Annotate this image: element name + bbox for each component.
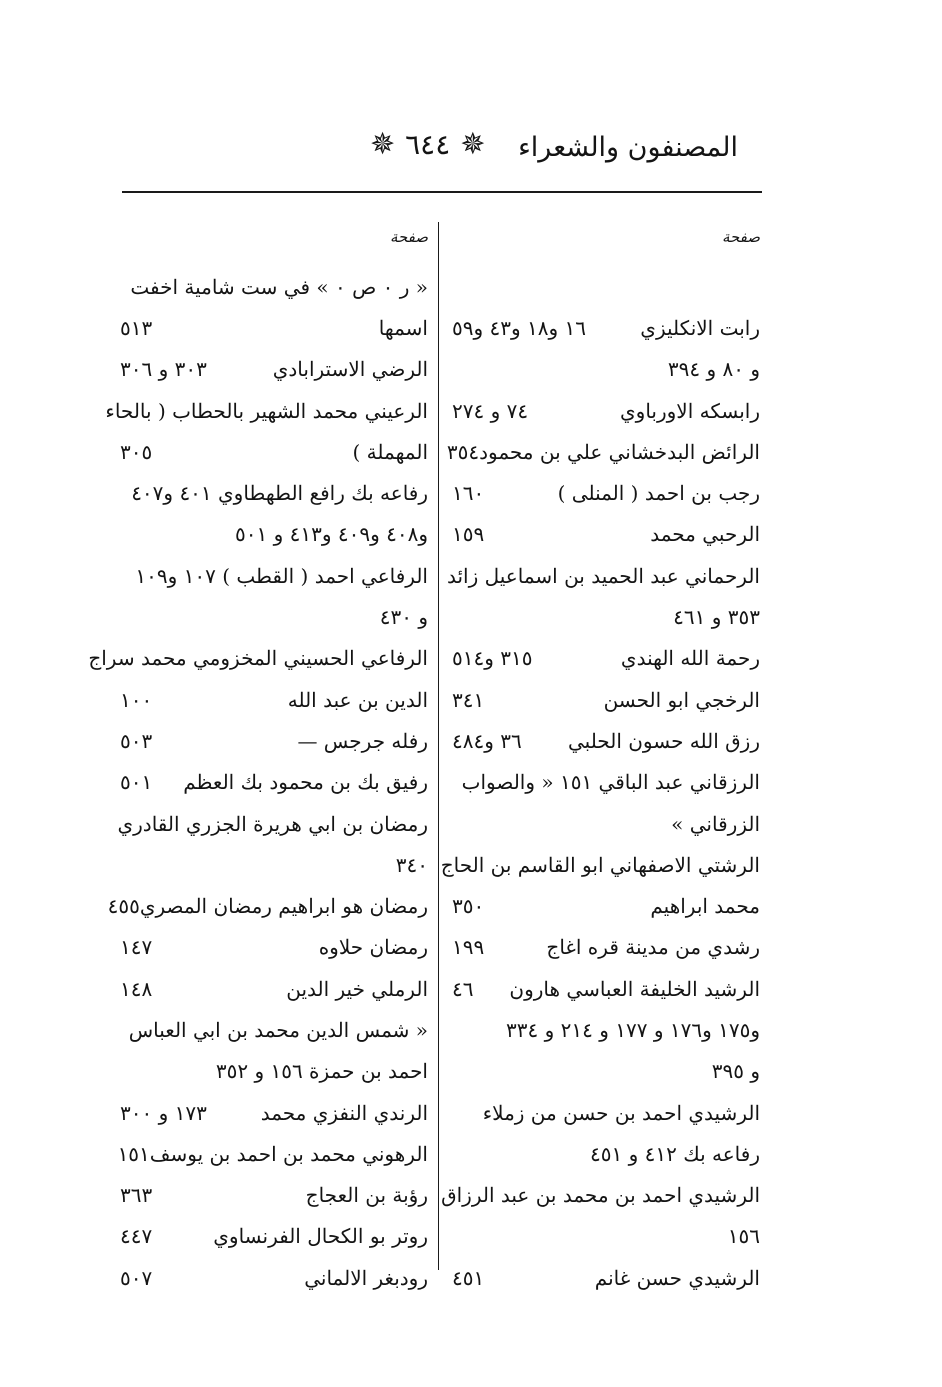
entry-name: الرعيني محمد الشهير بالحطاب ( بالحاء (105, 398, 428, 423)
star-ornament-icon: ✵ (460, 126, 486, 162)
entry-name: ٣٤٠ (395, 852, 428, 877)
index-entry (452, 596, 760, 637)
entry-name: رابت الانكليزي (640, 315, 760, 340)
index-entry (120, 596, 428, 637)
entry-name: رفله جرجس — (297, 728, 428, 753)
entry-name: الرحبي محمد (650, 522, 760, 547)
entry-pages: ٣٠٥ (120, 439, 153, 464)
page-header (120, 128, 760, 178)
entry-pages: ٥٠٣ (120, 728, 153, 753)
entry-pages: ١٩٩ (452, 935, 485, 960)
entry-name: الرحماني عبد الحميد بن اسماعيل زائد (446, 563, 760, 588)
entry-pages: ٤٥١ (452, 1265, 485, 1290)
entry-name: و١٧٥ و١٧٦ و ١٧٧ و ٢١٤ و ٣٣٤ (506, 1017, 760, 1042)
index-entry (452, 472, 760, 513)
index-entry (452, 803, 760, 844)
running-title: المصنفون والشعراء (518, 132, 738, 163)
index-entry (120, 927, 428, 968)
index-entry (120, 1051, 428, 1092)
index-entry (452, 514, 760, 555)
entry-name: رمضان بن ابي هريرة الجزري القادري (117, 811, 428, 836)
entry-pages: ٥١٣ (120, 315, 153, 340)
entry-name: الرشيدي احمد بن حسن من زملاء (482, 1100, 760, 1125)
entry-name: رمضان حلاوه (318, 935, 428, 960)
entry-pages: ٣٦٣ (120, 1183, 153, 1208)
entry-name: الرفاعي الحسيني المخزومي محمد سراج (88, 646, 428, 671)
entry-name: و ٤٣٠ (379, 605, 428, 630)
header-rule (122, 191, 762, 193)
entry-name: الرزقاني عبد الباقي ١٥١ « والصواب (461, 770, 760, 795)
entry-name: الرشتي الاصفهاني ابو القاسم بن الحاج (440, 852, 760, 877)
index-entry (88, 638, 428, 679)
entry-name: الرندي النفزي محمد (260, 1100, 428, 1125)
entry-pages: ١٥٩ (452, 522, 485, 547)
index-entry (452, 638, 760, 679)
page-number: ٦٤٤ (405, 128, 451, 161)
index-entry (452, 927, 760, 968)
entry-pages: ١٦٠ (452, 481, 485, 506)
entry-name: الرائض البدخشاني علي بن محمود (479, 439, 760, 464)
index-entry (452, 390, 760, 431)
entry-name: الرفاعي احمد ( القطب ) ١٠٧ و١٠٩ (135, 563, 428, 588)
index-entry (452, 762, 760, 803)
index-entry (120, 472, 428, 513)
entry-name: ١٥٦ (727, 1224, 760, 1249)
index-entry (120, 844, 428, 885)
page-number-group (370, 128, 485, 161)
index-entry (452, 1092, 760, 1133)
entry-name: الدين بن عبد الله (287, 687, 428, 712)
entry-name: و ٨٠ و ٣٩٤ (667, 357, 760, 382)
index-entry (452, 1051, 760, 1092)
index-entry (120, 307, 428, 348)
entry-pages: ٤٦ (452, 976, 474, 1001)
entry-name: « شمس الدين محمد بن ابي العباس (128, 1017, 428, 1042)
index-entry (452, 1216, 760, 1257)
index-entry (452, 266, 760, 307)
entry-name: و٤٠٨ و٤٠٩ و٤١٣ و ٥٠١ (234, 522, 428, 547)
entry-name: احمد بن حمزة ١٥٦ و ٣٥٢ (215, 1059, 428, 1084)
index-entry (446, 555, 760, 596)
index-entry (120, 514, 428, 555)
entry-pages: ٥٠٧ (120, 1265, 153, 1290)
index-entry (452, 1257, 760, 1298)
entry-name: رمضان هو ابراهيم رمضان المصري (139, 894, 428, 919)
column-divider (438, 222, 439, 1270)
entry-pages: ١٤٧ (120, 935, 153, 960)
index-entry (120, 555, 428, 596)
entry-name: الزرقاني » (671, 811, 760, 836)
entry-pages: ٤٥٥ (107, 894, 140, 919)
index-entry (120, 1257, 428, 1298)
entry-name: رحمة الله الهندي (620, 646, 760, 671)
index-entry (120, 431, 428, 472)
index-entry (117, 1133, 428, 1174)
entry-name: « ر ٠ ص ٠ » في ست شامية اخفت (130, 274, 428, 299)
entry-name: رفاعه بك رافع الطهطاوي ٤٠١ و٤٠٧ (131, 481, 428, 506)
index-entry (446, 431, 760, 472)
page-column-label: صفحة (389, 228, 428, 246)
index-entry (120, 1175, 428, 1216)
entry-pages: ٣٦ و٤٨٤ (452, 728, 522, 753)
entry-pages: ٣٥٤ (446, 439, 480, 464)
index-entry (105, 390, 428, 431)
entry-name: اسمها (378, 315, 428, 340)
index-entry (452, 1009, 760, 1050)
index-entry (120, 1092, 428, 1133)
entry-name: رشدي من مدينة قره اغاج (546, 935, 760, 960)
index-entry (452, 307, 760, 348)
entry-name: الرهوني محمد بن احمد بن يوسف (149, 1141, 428, 1166)
entry-pages: ٣٥٠ (452, 894, 485, 919)
left-column (88, 224, 428, 1298)
index-entry (441, 1175, 760, 1216)
entry-name: المهملة ) (352, 439, 428, 464)
entry-name: الرملي خير الدين (286, 976, 428, 1001)
entry-name: محمد ابراهيم (650, 894, 760, 919)
index-entry (452, 968, 760, 1009)
entry-pages: ١٤٨ (120, 976, 153, 1001)
index-entry (120, 1216, 428, 1257)
entry-pages: ١٥١ (117, 1141, 150, 1166)
entry-name: رودبغر الالماني (304, 1265, 428, 1290)
entry-name: رزق الله حسون الحلبي (567, 728, 760, 753)
entry-name: الرضي الاسترابادي (272, 357, 428, 382)
index-entry (120, 762, 428, 803)
index-entry (120, 968, 428, 1009)
index-entry (452, 679, 760, 720)
entry-pages: ١٦ و١٨ و٤٣ و٥٩ (452, 315, 586, 340)
index-entry (120, 266, 428, 307)
entry-name: رفيق بك بن محمود بك العظم (183, 770, 428, 795)
index-entry (440, 844, 760, 885)
index-entry (120, 679, 428, 720)
index-entry (452, 720, 760, 761)
entry-pages: ٤٤٧ (120, 1224, 153, 1249)
index-entry (120, 349, 428, 390)
entry-name: رابسكه الاورباوي (620, 398, 760, 423)
page-column-label: صفحة (721, 228, 760, 246)
index-entry (107, 885, 428, 926)
index-entry (452, 349, 760, 390)
entry-name: ٣٥٣ و ٤٦١ (673, 605, 760, 630)
entry-pages: ٣٠٣ و ٣٠٦ (120, 357, 207, 382)
entry-name: رؤبة بن العجاج (305, 1183, 428, 1208)
index-entry (452, 885, 760, 926)
index-entry (117, 803, 428, 844)
entry-pages: ١٠٠ (120, 687, 153, 712)
entry-name: الرشيدي حسن غانم (594, 1265, 760, 1290)
entry-name: رجب بن احمد ( المنلى ) (557, 481, 760, 506)
entry-name: و ٣٩٥ (711, 1059, 760, 1084)
entry-pages: ٥٠١ (120, 770, 153, 795)
entry-name: الرخجي ابو الحسن (603, 687, 760, 712)
entry-pages: ٣١٥ و٥١٤ (452, 646, 533, 671)
index-entry (120, 1009, 428, 1050)
right-column (440, 224, 760, 1298)
index-entry (120, 720, 428, 761)
entry-name: رفاعه بك ٤١٢ و ٤٥١ (590, 1141, 760, 1166)
index-entry (452, 1133, 760, 1174)
star-ornament-icon: ✵ (370, 126, 396, 162)
entry-name: الرشيدي احمد بن محمد بن عبد الرزاق (441, 1183, 760, 1208)
entry-pages: ١٧٣ و ٣٠٠ (120, 1100, 207, 1125)
entry-pages: ٧٤ و ٢٧٤ (452, 398, 529, 423)
entry-pages: ٣٤١ (452, 687, 485, 712)
entry-name: روتر بو الكحال الفرنساوي (213, 1224, 428, 1249)
entry-name: الرشيد الخليفة العباسي هارون (509, 976, 760, 1001)
